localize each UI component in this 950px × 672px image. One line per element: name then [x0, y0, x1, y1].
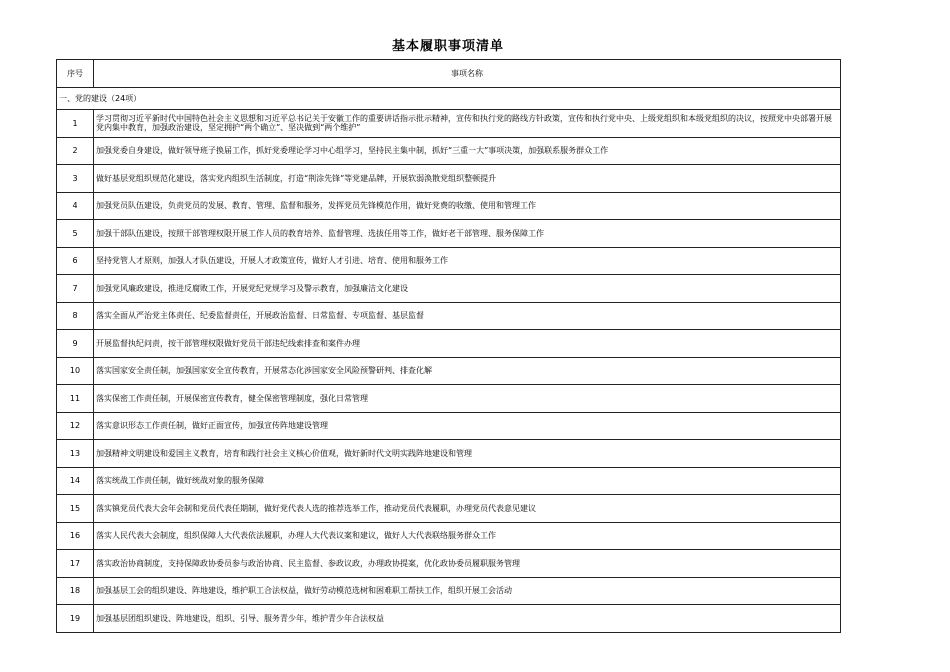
item-number: 9	[57, 330, 94, 358]
table-row	[57, 330, 841, 358]
table-row	[57, 110, 841, 138]
item-name: 落实意识形态工作责任制，做好正面宣传，加强宣传阵地建设管理	[94, 412, 841, 440]
table-row	[57, 192, 841, 220]
header-number: 序号	[57, 60, 94, 88]
table-row	[57, 247, 841, 275]
item-name: 加强基层团组织建设、阵地建设，组织、引导、服务青少年，维护青少年合法权益	[94, 605, 841, 633]
table-row	[57, 137, 841, 165]
item-number: 19	[57, 605, 94, 633]
item-name: 开展监督执纪问责，按干部管理权限做好党员干部违纪线索排查和案件办理	[94, 330, 841, 358]
item-number: 8	[57, 302, 94, 330]
table-row	[57, 550, 841, 578]
item-name: 加强干部队伍建设，按照干部管理权限开展工作人员的教育培养、监督管理、选拔任用等工作，做好老干部管理、服务保障工作	[94, 220, 841, 248]
item-number: 16	[57, 522, 94, 550]
item-name: 加强党员队伍建设，负责党员的发展、教育、管理、监督和服务，发挥党员先锋模范作用，做好党费的收缴、使用和管理工作	[94, 192, 841, 220]
item-name: 加强党风廉政建设，推进反腐败工作，开展党纪党规学习及警示教育，加强廉洁文化建设	[94, 275, 841, 303]
item-name: 落实全面从严治党主体责任、纪委监督责任，开展政治监督、日常监督、专项监督、基层监督	[94, 302, 841, 330]
item-number: 4	[57, 192, 94, 220]
item-number: 14	[57, 467, 94, 495]
item-number: 7	[57, 275, 94, 303]
table-row	[57, 357, 841, 385]
table-row	[57, 440, 841, 468]
section-label: 一、党的建设（24项）	[57, 88, 841, 110]
item-name: 加强基层工会的组织建设、阵地建设，维护职工合法权益，做好劳动模范选树和困难职工帮扶工作，组织开展工会活动	[94, 577, 841, 605]
item-name: 落实政治协商制度，支持保障政协委员参与政治协商、民主监督、参政议政，办理政协提案，优化政协委员履职服务管理	[94, 550, 841, 578]
table-row	[57, 412, 841, 440]
header-name: 事项名称	[94, 60, 841, 88]
table-row	[57, 467, 841, 495]
item-number: 10	[57, 357, 94, 385]
table-row	[57, 275, 841, 303]
table-body	[57, 88, 841, 633]
item-name: 落实人民代表大会制度，组织保障人大代表依法履职，办理人大代表议案和建议，做好人大代表联络服务群众工作	[94, 522, 841, 550]
item-name: 坚持党管人才原则，加强人才队伍建设，开展人才政策宣传，做好人才引进、培育、使用和服务工作	[94, 247, 841, 275]
table-row	[57, 605, 841, 633]
item-number: 1	[57, 110, 94, 138]
item-number: 3	[57, 165, 94, 193]
item-name: 落实保密工作责任制，开展保密宣传教育，健全保密管理制度，强化日常管理	[94, 385, 841, 413]
table-row	[57, 577, 841, 605]
table-row	[57, 220, 841, 248]
item-number: 13	[57, 440, 94, 468]
item-number: 18	[57, 577, 94, 605]
item-name: 落实国家安全责任制，加强国家安全宣传教育，开展常态化涉国家安全风险预警研判、排查化解	[94, 357, 841, 385]
table-header-row	[57, 60, 841, 88]
item-name: 学习贯彻习近平新时代中国特色社会主义思想和习近平总书记关于安徽工作的重要讲话指示批示精神，宣传和执行党的路线方针政策，宣传和执行党中央、上级党组织和本级党组织的决议，按照党中央部署开展党内集中教育，加强政治建设，坚定拥护“两个确立”、坚决做到“两个维护”	[94, 110, 841, 138]
item-number: 17	[57, 550, 94, 578]
item-name: 落实镇党员代表大会年会制和党员代表任期制，做好党代表人选的推荐选举工作，推动党员代表履职，办理党员代表意见建议	[94, 495, 841, 523]
item-name: 加强精神文明建设和爱国主义教育，培育和践行社会主义核心价值观，做好新时代文明实践阵地建设和管理	[94, 440, 841, 468]
item-number: 11	[57, 385, 94, 413]
table-row	[57, 385, 841, 413]
item-number: 2	[57, 137, 94, 165]
section-row	[57, 88, 841, 110]
item-number: 12	[57, 412, 94, 440]
table-row	[57, 522, 841, 550]
document-title: 基本履职事项清单	[391, 39, 504, 54]
item-name: 落实统战工作责任制，做好统战对象的服务保障	[94, 467, 841, 495]
item-name: 加强党委自身建设，做好领导班子换届工作，抓好党委理论学习中心组学习，坚持民主集中制，抓好“三重一大”事项决策，加强联系服务群众工作	[94, 137, 841, 165]
duty-table	[56, 59, 841, 633]
item-name: 做好基层党组织规范化建设，落实党内组织生活制度，打造“荆涂先锋”等党建品牌，开展软弱涣散党组织整顿提升	[94, 165, 841, 193]
table-row	[57, 165, 841, 193]
item-number: 15	[57, 495, 94, 523]
item-number: 5	[57, 220, 94, 248]
table-row	[57, 495, 841, 523]
item-number: 6	[57, 247, 94, 275]
table-row	[57, 302, 841, 330]
